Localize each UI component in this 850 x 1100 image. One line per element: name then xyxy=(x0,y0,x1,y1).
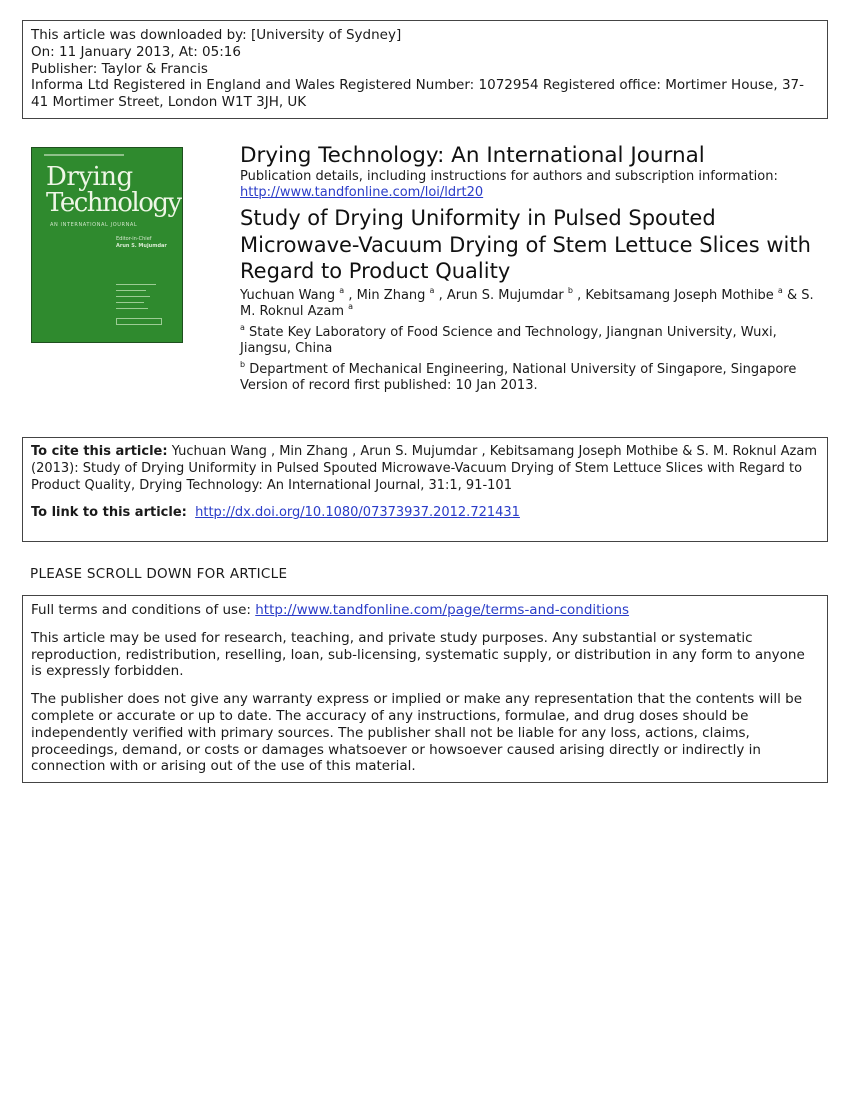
journal-title: Drying Technology: An International Journal xyxy=(240,143,705,168)
cover-title-line1: Drying xyxy=(46,162,133,192)
citation-label: To cite this article: xyxy=(31,444,168,459)
journal-cover-image xyxy=(31,147,183,343)
author-name: Yuchuan Wang xyxy=(240,287,336,303)
cover-title-line2: Technology xyxy=(46,188,181,218)
terms-usage-paragraph: This article may be used for research, teaching, and private study purposes. Any substantial or systematic reproduction, redistribution, reselling, loan, sub-licensing, systematic supply, or distribution in any form to anyone is expressly forbidden. xyxy=(31,629,805,680)
cover-text-line xyxy=(116,302,144,303)
cover-editor-name: Arun S. Mujumdar xyxy=(116,243,167,249)
doi-link[interactable]: http://dx.doi.org/10.1080/07373937.2012.721431 xyxy=(195,505,520,521)
article-metadata xyxy=(240,143,820,395)
terms-disclaimer-paragraph: The publisher does not give any warranty express or implied or make any representation that the contents will be complete or accurate or up to date. The accuracy of any instructions, formulae, and drug doses should be independently verified with primary sources. The publisher shall not be liable for any loss, actions, claims, proceedings, demand, or costs or damages whatsoever or howsoever caused arising directly or indirectly in connection with or arising out of the use of this material. xyxy=(31,691,803,775)
article-link-line xyxy=(31,505,819,522)
cover-editor-label: Editor-in-Chief xyxy=(116,236,152,242)
author-name: Arun S. Mujumdar xyxy=(446,287,564,303)
article-link-label: To link to this article: xyxy=(31,505,187,521)
author-affiliation-marker: a xyxy=(429,285,435,295)
journal-link[interactable]: http://www.tandfonline.com/loi/ldrt20 xyxy=(240,185,484,200)
publisher-logo xyxy=(116,318,162,325)
cover-text-line xyxy=(116,296,150,297)
cover-text-line xyxy=(116,308,148,309)
author-affiliation-marker: a xyxy=(339,285,345,295)
terms-line xyxy=(31,602,819,619)
author-name: Min Zhang xyxy=(356,287,426,303)
citation-box xyxy=(22,437,828,542)
terms-link[interactable]: http://www.tandfonline.com/page/terms-and-conditions xyxy=(255,602,630,618)
download-source: This article was downloaded by: [University of Sydney] xyxy=(31,27,402,43)
cover-subtitle: AN INTERNATIONAL JOURNAL xyxy=(50,222,138,228)
affiliation-b xyxy=(240,359,820,379)
version-of-record: Version of record first published: 10 Jan 2013. xyxy=(240,378,538,393)
affiliation-marker: a xyxy=(240,322,245,332)
publication-details-text: Publication details, including instructions for authors and subscription information: xyxy=(240,169,778,184)
author-affiliation-marker: b xyxy=(567,285,573,295)
author-name: Kebitsamang Joseph Mothibe xyxy=(585,287,774,303)
affiliation-text: State Key Laboratory of Food Science and Technology, Jiangnan University, Wuxi, Jiangsu, China xyxy=(240,324,777,356)
article-title: Study of Drying Uniformity in Pulsed Spouted Microwave-Vacuum Drying of Stem Lettuce Slices with Regard to Product Quality xyxy=(240,206,811,283)
registered-office: Informa Ltd Registered in England and Wales Registered Number: 1072954 Registered office: Mortimer House, 37-41 Mortimer Street, London W1T 3JH, UK xyxy=(31,77,804,111)
terms-label: Full terms and conditions of use: xyxy=(31,602,251,618)
affiliation-a xyxy=(240,322,820,358)
cover-text-line xyxy=(116,284,156,285)
cover-rule xyxy=(44,154,124,156)
affiliation-text: Department of Mechanical Engineering, National University of Singapore, Singapore xyxy=(249,361,797,377)
cover-text-line xyxy=(116,290,146,291)
publisher: Publisher: Taylor & Francis xyxy=(31,60,208,77)
terms-box xyxy=(22,595,828,783)
publication-details xyxy=(240,169,820,201)
scroll-down-message: PLEASE SCROLL DOWN FOR ARTICLE xyxy=(30,566,288,582)
author-name: S. M. Roknul Azam xyxy=(240,287,814,319)
author-affiliation-marker: a xyxy=(348,302,354,311)
affiliation-marker: b xyxy=(240,359,246,369)
authors: Yuchuan Wang $^a$ , Min Zhang $^a$ , Arun S. Mujumdar $^b$ , Kebitsamang Joseph Mothibe $^a$ & S. M. Roknul Azam $^a$ xyxy=(240,285,814,319)
citation-text: Yuchuan Wang , Min Zhang , Arun S. Mujumdar , Kebitsamang Joseph Mothibe & S. M. Roknul Azam (2013): Study of Drying Uniformity in Pulsed Spouted Microwave-Vacuum Drying of Stem Lettuce Slices with Regard to Product Quality, Drying Technology: An International Journal, 31:1, 91-101 xyxy=(31,444,817,493)
citation xyxy=(31,444,819,494)
download-info-box xyxy=(22,20,828,119)
author-affiliation-marker: a xyxy=(777,285,783,295)
download-date: On: 11 January 2013, At: 05:16 xyxy=(31,43,241,60)
cover-editor xyxy=(116,236,167,250)
